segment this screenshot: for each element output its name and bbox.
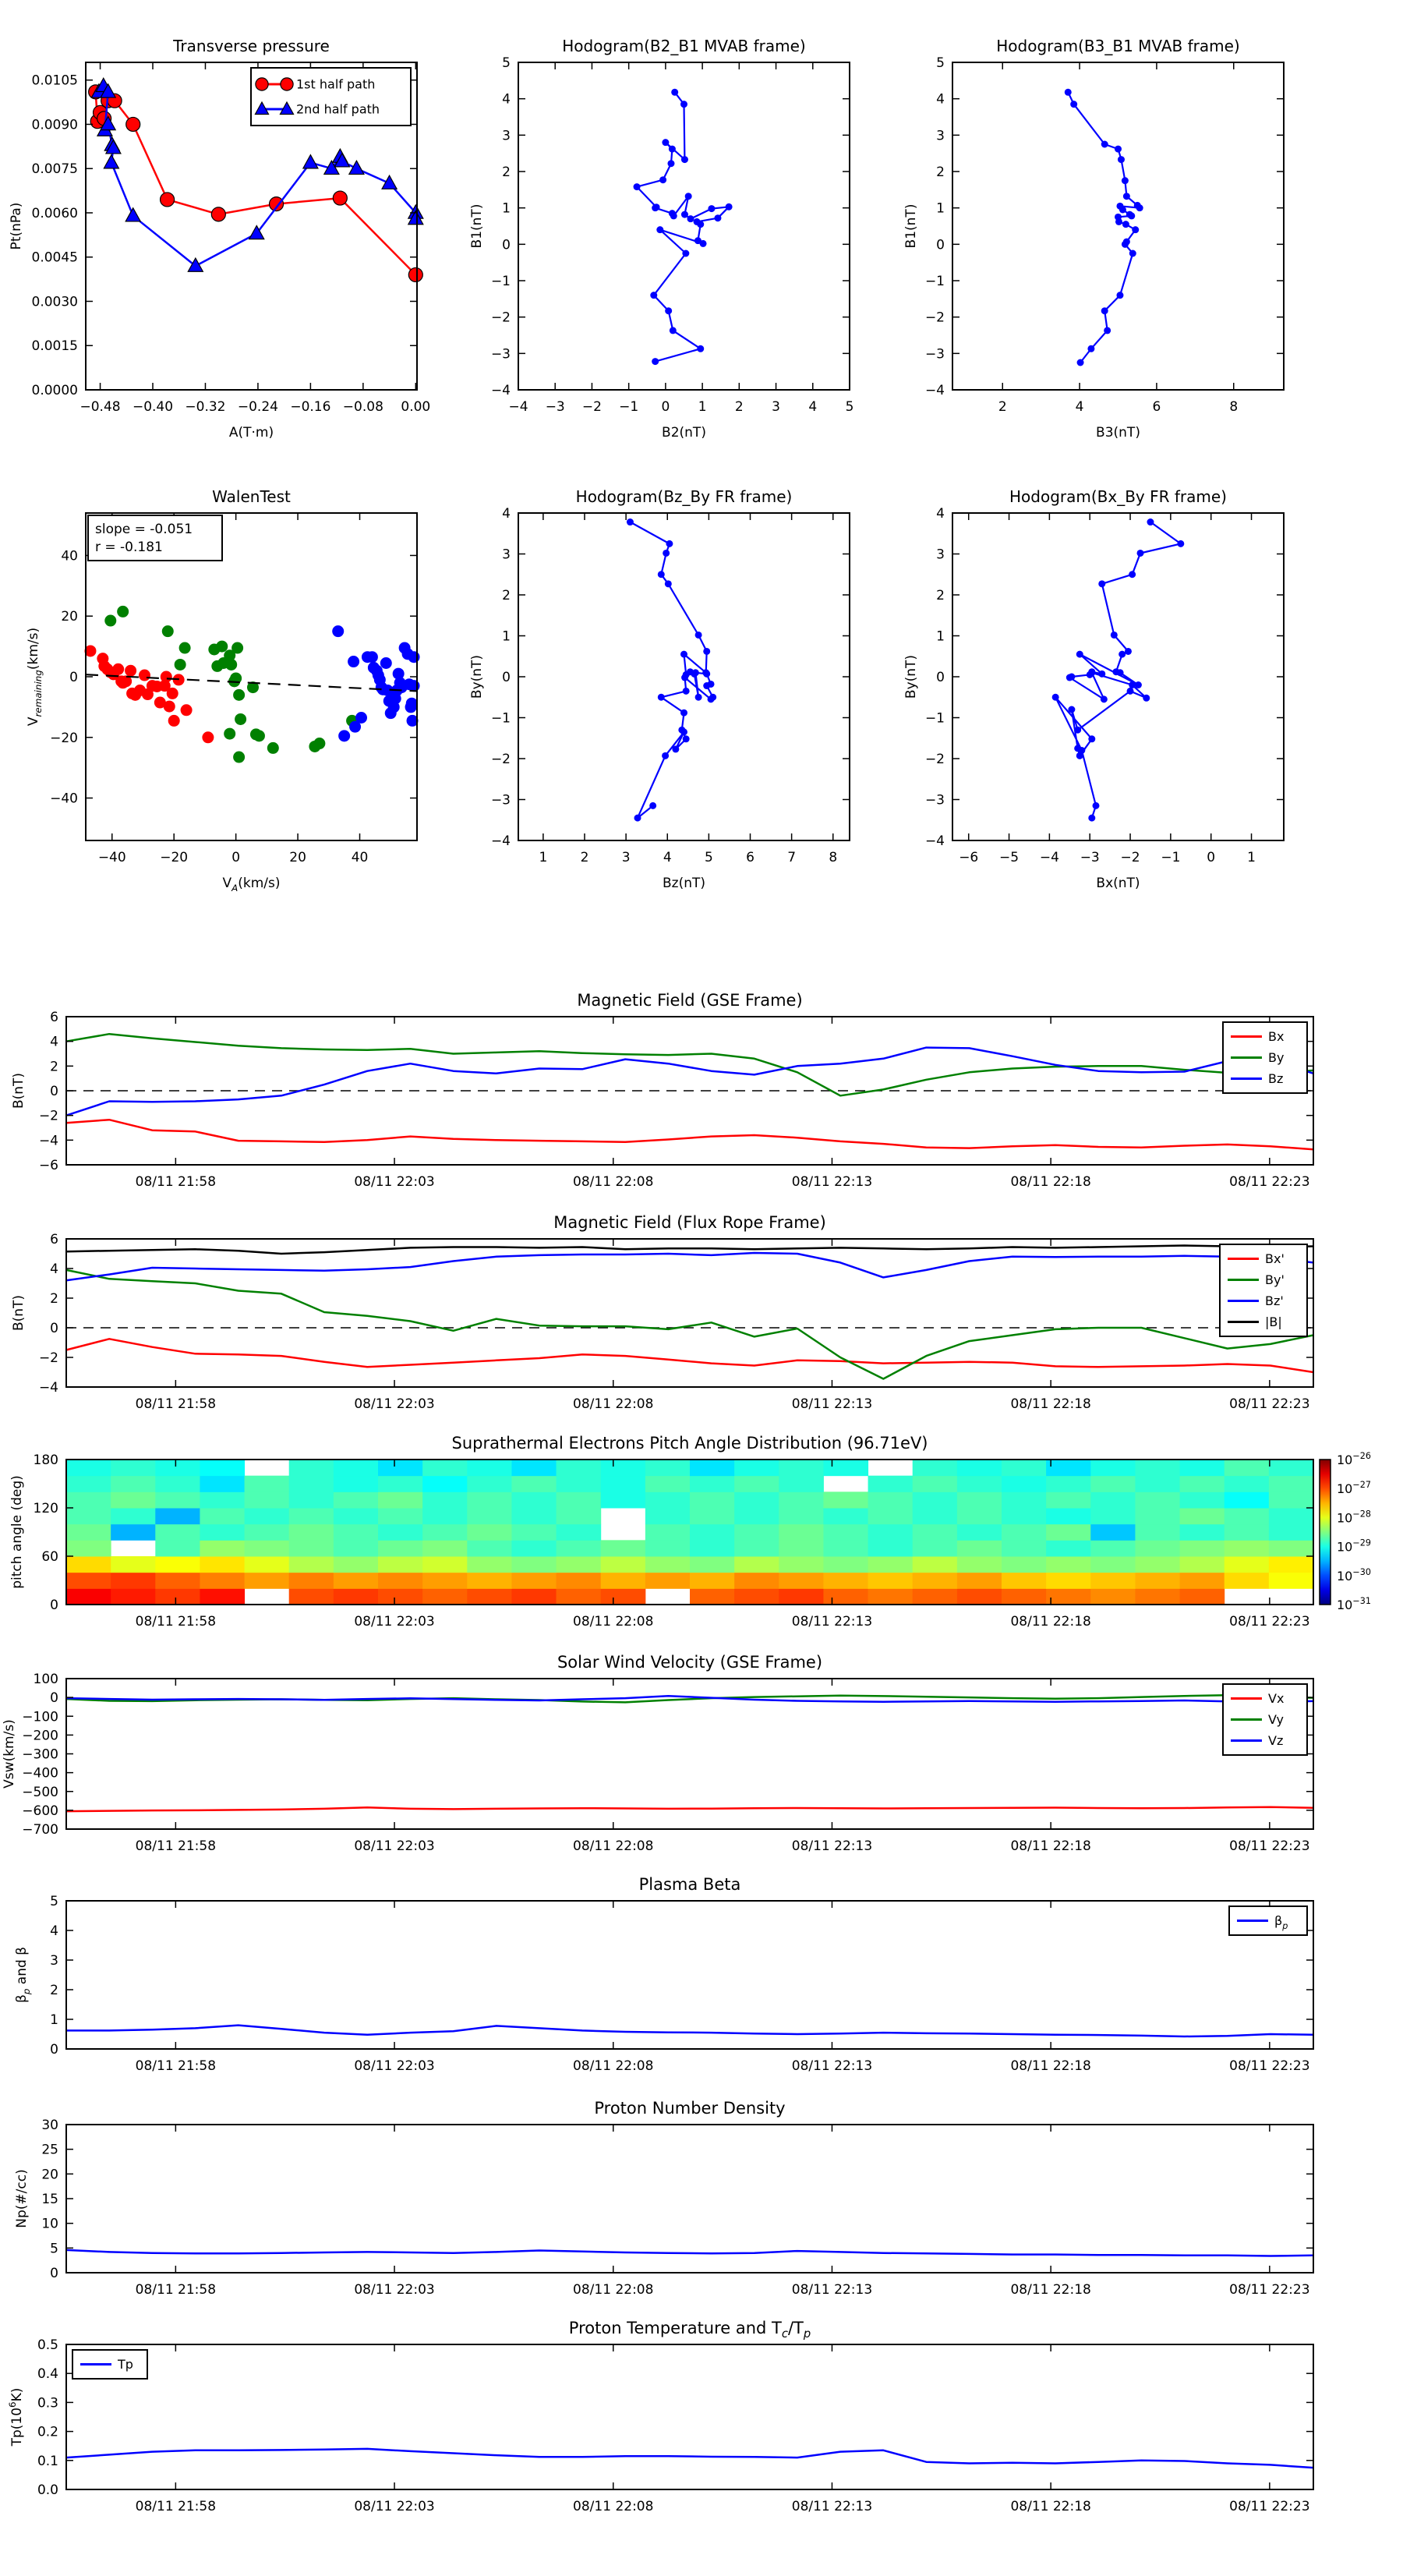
walen-test-annotation-line: r = -0.181 <box>95 540 163 555</box>
mag-gse-ytick-label: −6 <box>38 1158 58 1173</box>
hodogram-bxby-xlabel: Bx(nT) <box>1096 876 1140 891</box>
transverse-pressure-ytick-label: 0.0075 <box>31 161 78 178</box>
plasma-beta-xtick-label: 08/11 22:23 <box>1229 2058 1310 2074</box>
mag-fr-axes-border <box>66 1239 1313 1387</box>
hodogram-bzby-xtick-label: 5 <box>704 850 713 865</box>
walen-test-xtick-label: −20 <box>160 850 189 865</box>
mag-gse-legend-label: Bx <box>1268 1029 1285 1044</box>
mag-gse-ylabel: B(nT) <box>11 1072 27 1109</box>
proton-number-density-xtick-label: 08/11 22:23 <box>1229 2282 1310 2298</box>
transverse-pressure-xlabel: A(T·m) <box>228 425 274 441</box>
plasma-beta-ytick-label: 3 <box>50 1953 58 1969</box>
pitch-angle-distribution-plot <box>9 1434 1371 1629</box>
solar-wind-velocity-legend-label: Vx <box>1268 1691 1285 1706</box>
proton-temperature-xtick-label: 08/11 22:18 <box>1010 2499 1091 2514</box>
solar-wind-velocity-xtick-label: 08/11 21:58 <box>135 1838 217 1854</box>
solar-wind-velocity-title: Solar Wind Velocity (GSE Frame) <box>557 1653 823 1672</box>
hodogram-bxby-xtick-label: 1 <box>1247 850 1256 865</box>
hodogram-bxby-axes-border <box>952 513 1284 840</box>
solar-wind-velocity-legend <box>1223 1684 1307 1755</box>
solar-wind-velocity-ytick-label: 100 <box>33 1672 58 1687</box>
hodogram-b3b1-axes-border <box>952 62 1284 390</box>
solar-wind-velocity-ytick-label: 0 <box>50 1690 58 1707</box>
hodogram-bzby-ytick-label: 1 <box>502 628 511 645</box>
hodogram-bzby-ytick-label: −1 <box>490 710 511 727</box>
hodogram-b3b1-ytick-label: −2 <box>924 310 945 326</box>
transverse-pressure-ytick-label: 0.0060 <box>31 205 78 221</box>
mag-fr-xtick-label: 08/11 22:13 <box>791 1396 873 1412</box>
mag-fr-xtick-label: 08/11 22:23 <box>1229 1396 1310 1412</box>
hodogram-bxby-ytick-label: 3 <box>936 547 945 563</box>
transverse-pressure-xtick-label: −0.24 <box>237 399 278 415</box>
hodogram-b3b1-ytick-label: 5 <box>936 55 945 71</box>
hodogram-bxby-ytick-label: 0 <box>936 670 945 685</box>
solar-wind-velocity-plot <box>2 1653 1313 1854</box>
pitch-angle-distribution-ytick-label: 0 <box>50 1598 58 1613</box>
proton-number-density-ytick-label: 25 <box>41 2142 58 2158</box>
transverse-pressure-ytick-label: 0.0105 <box>31 73 78 89</box>
proton-number-density-xtick-label: 08/11 21:58 <box>135 2282 217 2298</box>
hodogram-b2b1-xtick-label: −1 <box>619 399 639 415</box>
walen-test-series-0 <box>84 645 214 743</box>
hodogram-bxby-ytick-label: −2 <box>924 752 945 767</box>
pitch-angle-distribution-ylabel: pitch angle (deg) <box>9 1475 25 1589</box>
walen-test-series-1 <box>104 606 358 763</box>
transverse-pressure-xtick-label: −0.08 <box>342 399 383 415</box>
walen-test-xtick-label: 20 <box>289 850 306 865</box>
plasma-beta-xtick-label: 08/11 22:03 <box>354 2058 435 2074</box>
proton-number-density-plot <box>14 2099 1313 2298</box>
transverse-pressure-xtick-label: −0.48 <box>80 399 121 415</box>
solar-wind-velocity-ytick-label: −400 <box>22 1765 58 1782</box>
hodogram-bxby-ytick-label: 1 <box>936 628 945 645</box>
hodogram-bzby-xlabel: Bz(nT) <box>662 876 706 891</box>
mag-gse-ytick-label: 4 <box>50 1034 58 1050</box>
transverse-pressure-xtick-label: −0.32 <box>185 399 226 415</box>
walen-test-ytick-label: −20 <box>50 730 78 746</box>
hodogram-bxby-title: Hodogram(Bx_By FR frame) <box>1009 487 1228 506</box>
proton-number-density-xtick-label: 08/11 22:18 <box>1010 2282 1091 2298</box>
pitch-angle-distribution-xtick-label: 08/11 21:58 <box>135 1614 217 1629</box>
hodogram-b2b1-ytick-label: 1 <box>502 200 511 217</box>
hodogram-b2b1-xtick-label: −3 <box>545 399 565 415</box>
proton-number-density-ytick-label: 15 <box>41 2192 58 2207</box>
walen-test-ytick-label: −40 <box>50 791 78 807</box>
hodogram-b3b1-ytick-label: 0 <box>936 237 945 253</box>
plasma-beta-xtick-label: 08/11 21:58 <box>135 2058 217 2074</box>
hodogram-bxby-series-0 <box>1052 518 1185 822</box>
hodogram-bxby-ytick-label: −4 <box>924 833 945 849</box>
pitch-angle-distribution-ytick-label: 180 <box>33 1453 58 1468</box>
hodogram-b2b1-xtick-label: −4 <box>508 399 528 415</box>
proton-temperature-xtick-label: 08/11 22:08 <box>573 2499 654 2514</box>
hodogram-b2b1-series-0 <box>634 89 733 365</box>
hodogram-b3b1-ytick-label: 3 <box>936 128 945 144</box>
hodogram-bxby-ytick-label: −1 <box>924 710 945 727</box>
hodogram-b3b1-ytick-label: 1 <box>936 200 945 217</box>
proton-temperature-ytick-label: 0.2 <box>37 2424 58 2440</box>
hodogram-b3b1-xtick-label: 2 <box>998 399 1007 415</box>
solar-wind-velocity-ytick-label: −200 <box>22 1728 58 1744</box>
mag-fr-series-By' <box>66 1270 1313 1379</box>
solar-wind-velocity-series-Vx <box>66 1807 1313 1811</box>
proton-number-density-xtick-label: 08/11 22:08 <box>573 2282 654 2298</box>
solar-wind-velocity-xtick-label: 08/11 22:18 <box>1010 1838 1091 1854</box>
pitch-angle-distribution-title: Suprathermal Electrons Pitch Angle Distribution (96.71eV) <box>451 1434 928 1453</box>
transverse-pressure-xtick-label: −0.16 <box>290 399 331 415</box>
hodogram-b2b1-xtick-label: 3 <box>772 399 780 415</box>
mag-gse-xtick-label: 08/11 21:58 <box>135 1174 217 1190</box>
mag-gse-ytick-label: 0 <box>50 1084 58 1099</box>
hodogram-b2b1-xtick-label: −2 <box>581 399 602 415</box>
hodogram-b3b1-title: Hodogram(B3_B1 MVAB frame) <box>996 37 1240 55</box>
mag-gse-ytick-label: −4 <box>38 1133 58 1149</box>
hodogram-bzby-ytick-label: 4 <box>502 506 511 522</box>
plasma-beta-ytick-label: 1 <box>50 2012 58 2028</box>
solar-wind-velocity-ytick-label: −700 <box>22 1822 58 1838</box>
hodogram-bzby-xtick-label: 4 <box>663 850 672 865</box>
walen-test-ytick-label: 0 <box>69 670 78 685</box>
hodogram-b2b1-ytick-label: 3 <box>502 128 511 144</box>
hodogram-bzby-ytick-label: −3 <box>490 792 511 809</box>
mag-gse-ytick-label: −2 <box>38 1108 58 1124</box>
hodogram-b3b1-series-0 <box>1065 89 1143 366</box>
proton-temperature-legend <box>72 2350 147 2379</box>
plasma-beta-xtick-label: 08/11 22:08 <box>573 2058 654 2074</box>
proton-temperature-series-Tp <box>66 2449 1313 2468</box>
walen-test-series-2 <box>332 625 419 741</box>
proton-temperature-xtick-label: 08/11 22:03 <box>354 2499 435 2514</box>
walen-test-annotation <box>88 515 222 561</box>
hodogram-b2b1-ytick-label: −3 <box>490 346 511 363</box>
solar-wind-velocity-xtick-label: 08/11 22:13 <box>791 1838 873 1854</box>
proton-temperature-ylabel: $Tp(10^6K)$ <box>7 2387 25 2447</box>
hodogram-bxby-ytick-label: 4 <box>936 506 945 522</box>
solar-wind-velocity-xtick-label: 08/11 22:23 <box>1229 1838 1310 1854</box>
hodogram-bzby-ytick-label: −2 <box>490 752 511 767</box>
hodogram-bzby-title: Hodogram(Bz_By FR frame) <box>575 487 793 506</box>
hodogram-bzby-xtick-label: 2 <box>580 850 589 865</box>
mag-fr-ytick-label: 6 <box>50 1232 58 1247</box>
hodogram-bxby-xtick-label: 0 <box>1207 850 1216 865</box>
hodogram-b2b1-ytick-label: −4 <box>490 383 511 398</box>
transverse-pressure-plot <box>9 37 430 441</box>
proton-number-density-axes-border <box>66 2125 1313 2273</box>
plasma-beta-legend-label: $\beta_p$ <box>1274 1913 1288 1931</box>
proton-temperature-axes-border <box>66 2344 1313 2489</box>
hodogram-b3b1-ytick-label: 4 <box>936 91 945 108</box>
hodogram-b3b1-ytick-label: 2 <box>936 165 945 180</box>
mag-gse-series-By <box>66 1034 1313 1095</box>
hodogram-b2b1-ytick-label: 4 <box>502 91 511 108</box>
hodogram-b2b1-ylabel: B1(nT) <box>469 203 485 249</box>
hodogram-b2b1-xtick-label: 5 <box>845 399 854 415</box>
walen-test-ylabel: $V_{remaining}(km/s)$ <box>26 627 44 727</box>
plasma-beta-ytick-label: 0 <box>50 2042 58 2058</box>
transverse-pressure-xtick-label: 0.00 <box>401 399 431 415</box>
proton-number-density-xtick-label: 08/11 22:03 <box>354 2282 435 2298</box>
pitch-angle-distribution-ytick-label: 60 <box>41 1549 58 1565</box>
proton-number-density-xtick-label: 08/11 22:13 <box>791 2282 873 2298</box>
hodogram-b3b1-plot <box>903 37 1284 441</box>
solar-wind-velocity-legend-label: Vy <box>1268 1712 1284 1727</box>
hodogram-b2b1-ytick-label: 0 <box>502 237 511 253</box>
proton-number-density-title: Proton Number Density <box>594 2099 786 2118</box>
pitch-angle-distribution-ytick-label: 120 <box>33 1501 58 1516</box>
hodogram-bxby-xtick-label: −6 <box>959 850 979 865</box>
transverse-pressure-legend-label: 2nd half path <box>296 101 380 117</box>
hodogram-b2b1-xtick-label: 2 <box>734 399 744 415</box>
plasma-beta-ytick-label: 5 <box>50 1894 58 1909</box>
pitch-angle-distribution-xtick-label: 08/11 22:08 <box>573 1614 654 1629</box>
pitch-angle-distribution-heatmap-cells <box>66 1460 1314 1605</box>
hodogram-bxby-ytick-label: −3 <box>924 792 945 809</box>
hodogram-bzby-ytick-label: 0 <box>502 670 511 685</box>
hodogram-b3b1-ytick-label: −4 <box>924 383 945 398</box>
hodogram-bzby-ytick-label: 3 <box>502 547 511 563</box>
proton-number-density-ytick-label: 20 <box>41 2167 58 2183</box>
solar-wind-velocity-xtick-label: 08/11 22:08 <box>573 1838 654 1854</box>
hodogram-bxby-ytick-label: 2 <box>936 588 945 603</box>
proton-temperature-title: Proton Temperature and $T_c/T_p$ <box>568 2319 811 2341</box>
mag-fr-ytick-label: 4 <box>50 1261 58 1277</box>
proton-temperature-ytick-label: 0.1 <box>37 2453 58 2469</box>
mag-gse-legend <box>1223 1022 1307 1093</box>
pitch-angle-distribution-xtick-label: 08/11 22:18 <box>1010 1614 1091 1629</box>
hodogram-bzby-xtick-label: 1 <box>539 850 548 865</box>
mag-fr-legend-label: |B| <box>1265 1315 1282 1329</box>
mag-fr-series-Bx' <box>66 1339 1313 1372</box>
plasma-beta-title: Plasma Beta <box>638 1875 741 1894</box>
hodogram-b2b1-title: Hodogram(B2_B1 MVAB frame) <box>562 37 806 55</box>
hodogram-b3b1-xtick-label: 6 <box>1152 399 1161 415</box>
mag-fr-ylabel: B(nT) <box>11 1294 27 1332</box>
hodogram-bxby-xtick-label: −1 <box>1161 850 1181 865</box>
hodogram-b2b1-plot <box>469 37 853 441</box>
hodogram-b2b1-ytick-label: 5 <box>502 55 511 71</box>
mag-fr-xtick-label: 08/11 22:18 <box>1010 1396 1091 1412</box>
mag-fr-ytick-label: 0 <box>50 1321 58 1336</box>
hodogram-b2b1-ytick-label: −1 <box>490 274 511 289</box>
solar-wind-velocity-ytick-label: −300 <box>22 1746 58 1763</box>
mag-gse-series-Bz <box>66 1048 1313 1116</box>
transverse-pressure-ylabel: Pt(nPa) <box>9 202 24 250</box>
hodogram-bxby-xtick-label: −3 <box>1080 850 1100 865</box>
walen-test-ytick-label: 20 <box>61 609 78 625</box>
transverse-pressure-xtick-label: −0.40 <box>132 399 174 415</box>
proton-temperature-xtick-label: 08/11 22:13 <box>791 2499 873 2514</box>
transverse-pressure-title: Transverse pressure <box>173 37 330 55</box>
mag-fr-xtick-label: 08/11 21:58 <box>135 1396 217 1412</box>
proton-number-density-ytick-label: 0 <box>50 2266 58 2281</box>
transverse-pressure-legend-label: 1st half path <box>296 76 376 92</box>
hodogram-bxby-plot <box>903 487 1284 891</box>
hodogram-bzby-ylabel: By(nT) <box>469 654 485 699</box>
hodogram-bxby-xtick-label: −4 <box>1039 850 1059 865</box>
hodogram-bzby-ytick-label: 2 <box>502 588 511 603</box>
walen-test-xtick-label: 40 <box>351 850 369 865</box>
mag-fr-xtick-label: 08/11 22:03 <box>354 1396 435 1412</box>
transverse-pressure-ytick-label: 0.0090 <box>31 117 78 133</box>
hodogram-b3b1-xtick-label: 8 <box>1229 399 1239 415</box>
plasma-beta-series-β_{p} <box>66 2026 1313 2036</box>
hodogram-b3b1-ytick-label: −3 <box>924 346 945 363</box>
solar-wind-velocity-xtick-label: 08/11 22:03 <box>354 1838 435 1854</box>
hodogram-b2b1-xtick-label: 0 <box>661 399 670 415</box>
proton-number-density-ylabel: Np(#/cc) <box>14 2169 30 2228</box>
hodogram-bzby-series-0 <box>627 518 716 822</box>
proton-temperature-xtick-label: 08/11 21:58 <box>135 2499 217 2514</box>
mag-fr-legend-label: Bz' <box>1265 1293 1284 1308</box>
hodogram-bxby-xtick-label: −2 <box>1120 850 1140 865</box>
mag-gse-xtick-label: 08/11 22:23 <box>1229 1174 1310 1190</box>
hodogram-b2b1-ytick-label: 2 <box>502 165 511 180</box>
pitch-angle-distribution-colorbar-label: $10^{-28}$ <box>1337 1509 1371 1526</box>
hodogram-b3b1-ytick-label: −1 <box>924 274 945 289</box>
mag-fr-plot <box>11 1213 1313 1412</box>
hodogram-bxby-ylabel: By(nT) <box>903 654 919 699</box>
mag-gse-ytick-label: 6 <box>50 1010 58 1025</box>
mag-fr-series-Bz' <box>66 1253 1313 1280</box>
hodogram-bxby-xtick-label: −5 <box>999 850 1020 865</box>
pitch-angle-distribution-xtick-label: 08/11 22:23 <box>1229 1614 1310 1629</box>
proton-temperature-xtick-label: 08/11 22:23 <box>1229 2499 1310 2514</box>
solar-wind-velocity-ytick-label: −100 <box>22 1709 58 1725</box>
solar-wind-velocity-ylabel: Vsw(km/s) <box>2 1719 17 1789</box>
proton-temperature-ytick-label: 0.0 <box>37 2482 58 2498</box>
mag-fr-title: Magnetic Field (Flux Rope Frame) <box>553 1213 826 1232</box>
mag-fr-ytick-label: −4 <box>38 1380 58 1396</box>
proton-number-density-ytick-label: 10 <box>41 2216 58 2232</box>
pitch-angle-distribution-colorbar-label: $10^{-26}$ <box>1337 1451 1371 1467</box>
mag-gse-plot <box>11 991 1313 1190</box>
plasma-beta-ytick-label: 2 <box>50 1983 58 1998</box>
mag-gse-series-Bx <box>66 1120 1313 1149</box>
plasma-beta-legend <box>1229 1906 1307 1935</box>
proton-temperature-legend-label: Tp <box>118 2357 133 2372</box>
hodogram-bzby-xtick-label: 7 <box>787 850 797 865</box>
mag-gse-xtick-label: 08/11 22:13 <box>791 1174 873 1190</box>
pitch-angle-distribution-colorbar-label: $10^{-27}$ <box>1337 1480 1371 1497</box>
plasma-beta-xtick-label: 08/11 22:13 <box>791 2058 873 2074</box>
pitch-angle-distribution-colorbar-label: $10^{-30}$ <box>1337 1566 1371 1583</box>
mag-gse-xtick-label: 08/11 22:18 <box>1010 1174 1091 1190</box>
plasma-beta-plot <box>14 1875 1313 2074</box>
pitch-angle-distribution-colorbar <box>1320 1451 1371 1612</box>
transverse-pressure-ytick-label: 0.0000 <box>31 383 78 398</box>
hodogram-b3b1-xtick-label: 4 <box>1075 399 1084 415</box>
pitch-angle-distribution-xtick-label: 08/11 22:13 <box>791 1614 873 1629</box>
mag-gse-xtick-label: 08/11 22:08 <box>573 1174 654 1190</box>
solar-wind-velocity-legend-label: Vz <box>1268 1733 1284 1748</box>
hodogram-bzby-xtick-label: 8 <box>829 850 838 865</box>
mag-gse-title: Magnetic Field (GSE Frame) <box>577 991 803 1010</box>
mag-gse-ytick-label: 2 <box>50 1059 58 1075</box>
mag-fr-legend-label: Bx' <box>1265 1251 1285 1266</box>
hodogram-bzby-xtick-label: 3 <box>621 850 631 865</box>
hodogram-b2b1-xtick-label: 4 <box>808 399 818 415</box>
mag-fr-xtick-label: 08/11 22:08 <box>573 1396 654 1412</box>
plasma-beta-ytick-label: 4 <box>50 1923 58 1939</box>
pitch-angle-distribution-colorbar-label: $10^{-29}$ <box>1337 1537 1371 1555</box>
mag-gse-xtick-label: 08/11 22:03 <box>354 1174 435 1190</box>
proton-number-density-ytick-label: 5 <box>50 2241 58 2257</box>
solar-wind-velocity-ytick-label: −600 <box>22 1803 58 1819</box>
mag-fr-ytick-label: −2 <box>38 1350 58 1366</box>
walen-test-xlabel: $V_A(km/s)$ <box>222 876 281 893</box>
mag-fr-series-|B| <box>66 1246 1313 1254</box>
mag-gse-legend-label: By <box>1268 1050 1285 1065</box>
proton-temperature-plot <box>7 2319 1313 2514</box>
mag-fr-legend <box>1220 1244 1307 1336</box>
proton-temperature-ytick-label: 0.4 <box>37 2366 58 2383</box>
hodogram-b3b1-ylabel: B1(nT) <box>903 203 919 249</box>
walen-test-title: WalenTest <box>212 487 291 506</box>
hodogram-b2b1-ytick-label: −2 <box>490 310 511 326</box>
transverse-pressure-ytick-label: 0.0015 <box>31 338 78 355</box>
hodogram-b2b1-xlabel: B2(nT) <box>662 425 706 441</box>
mag-fr-legend-label: By' <box>1265 1272 1285 1287</box>
proton-temperature-ytick-label: 0.5 <box>37 2337 58 2353</box>
walen-test-annotation-line: slope = -0.051 <box>95 522 193 537</box>
hodogram-b3b1-xlabel: B3(nT) <box>1096 425 1140 441</box>
transverse-pressure-ytick-label: 0.0030 <box>31 294 78 310</box>
mag-fr-ytick-label: 2 <box>50 1291 58 1307</box>
walen-test-ytick-label: 40 <box>61 548 78 564</box>
mag-gse-legend-label: Bz <box>1268 1071 1284 1086</box>
proton-number-density-ytick-label: 30 <box>41 2118 58 2133</box>
proton-temperature-ytick-label: 0.3 <box>37 2395 58 2411</box>
walen-test-xtick-label: 0 <box>231 850 241 865</box>
walen-test-xtick-label: −40 <box>97 850 126 865</box>
hodogram-bzby-xtick-label: 6 <box>746 850 755 865</box>
plasma-beta-xtick-label: 08/11 22:18 <box>1010 2058 1091 2074</box>
hodogram-b2b1-xtick-label: 1 <box>698 399 707 415</box>
proton-number-density-series-Np <box>66 2250 1313 2256</box>
solar-wind-velocity-ytick-label: −500 <box>22 1784 58 1800</box>
hodogram-bzby-ytick-label: −4 <box>490 833 511 849</box>
walen-test-plot <box>26 487 420 893</box>
pitch-angle-distribution-xtick-label: 08/11 22:03 <box>354 1614 435 1629</box>
pitch-angle-distribution-colorbar-label: $10^{-31}$ <box>1337 1596 1371 1612</box>
hodogram-bzby-plot <box>469 487 850 891</box>
plasma-beta-ylabel: $\beta_p$ and β <box>14 1946 32 2004</box>
transverse-pressure-legend <box>251 68 411 126</box>
transverse-pressure-ytick-label: 0.0045 <box>31 249 78 266</box>
